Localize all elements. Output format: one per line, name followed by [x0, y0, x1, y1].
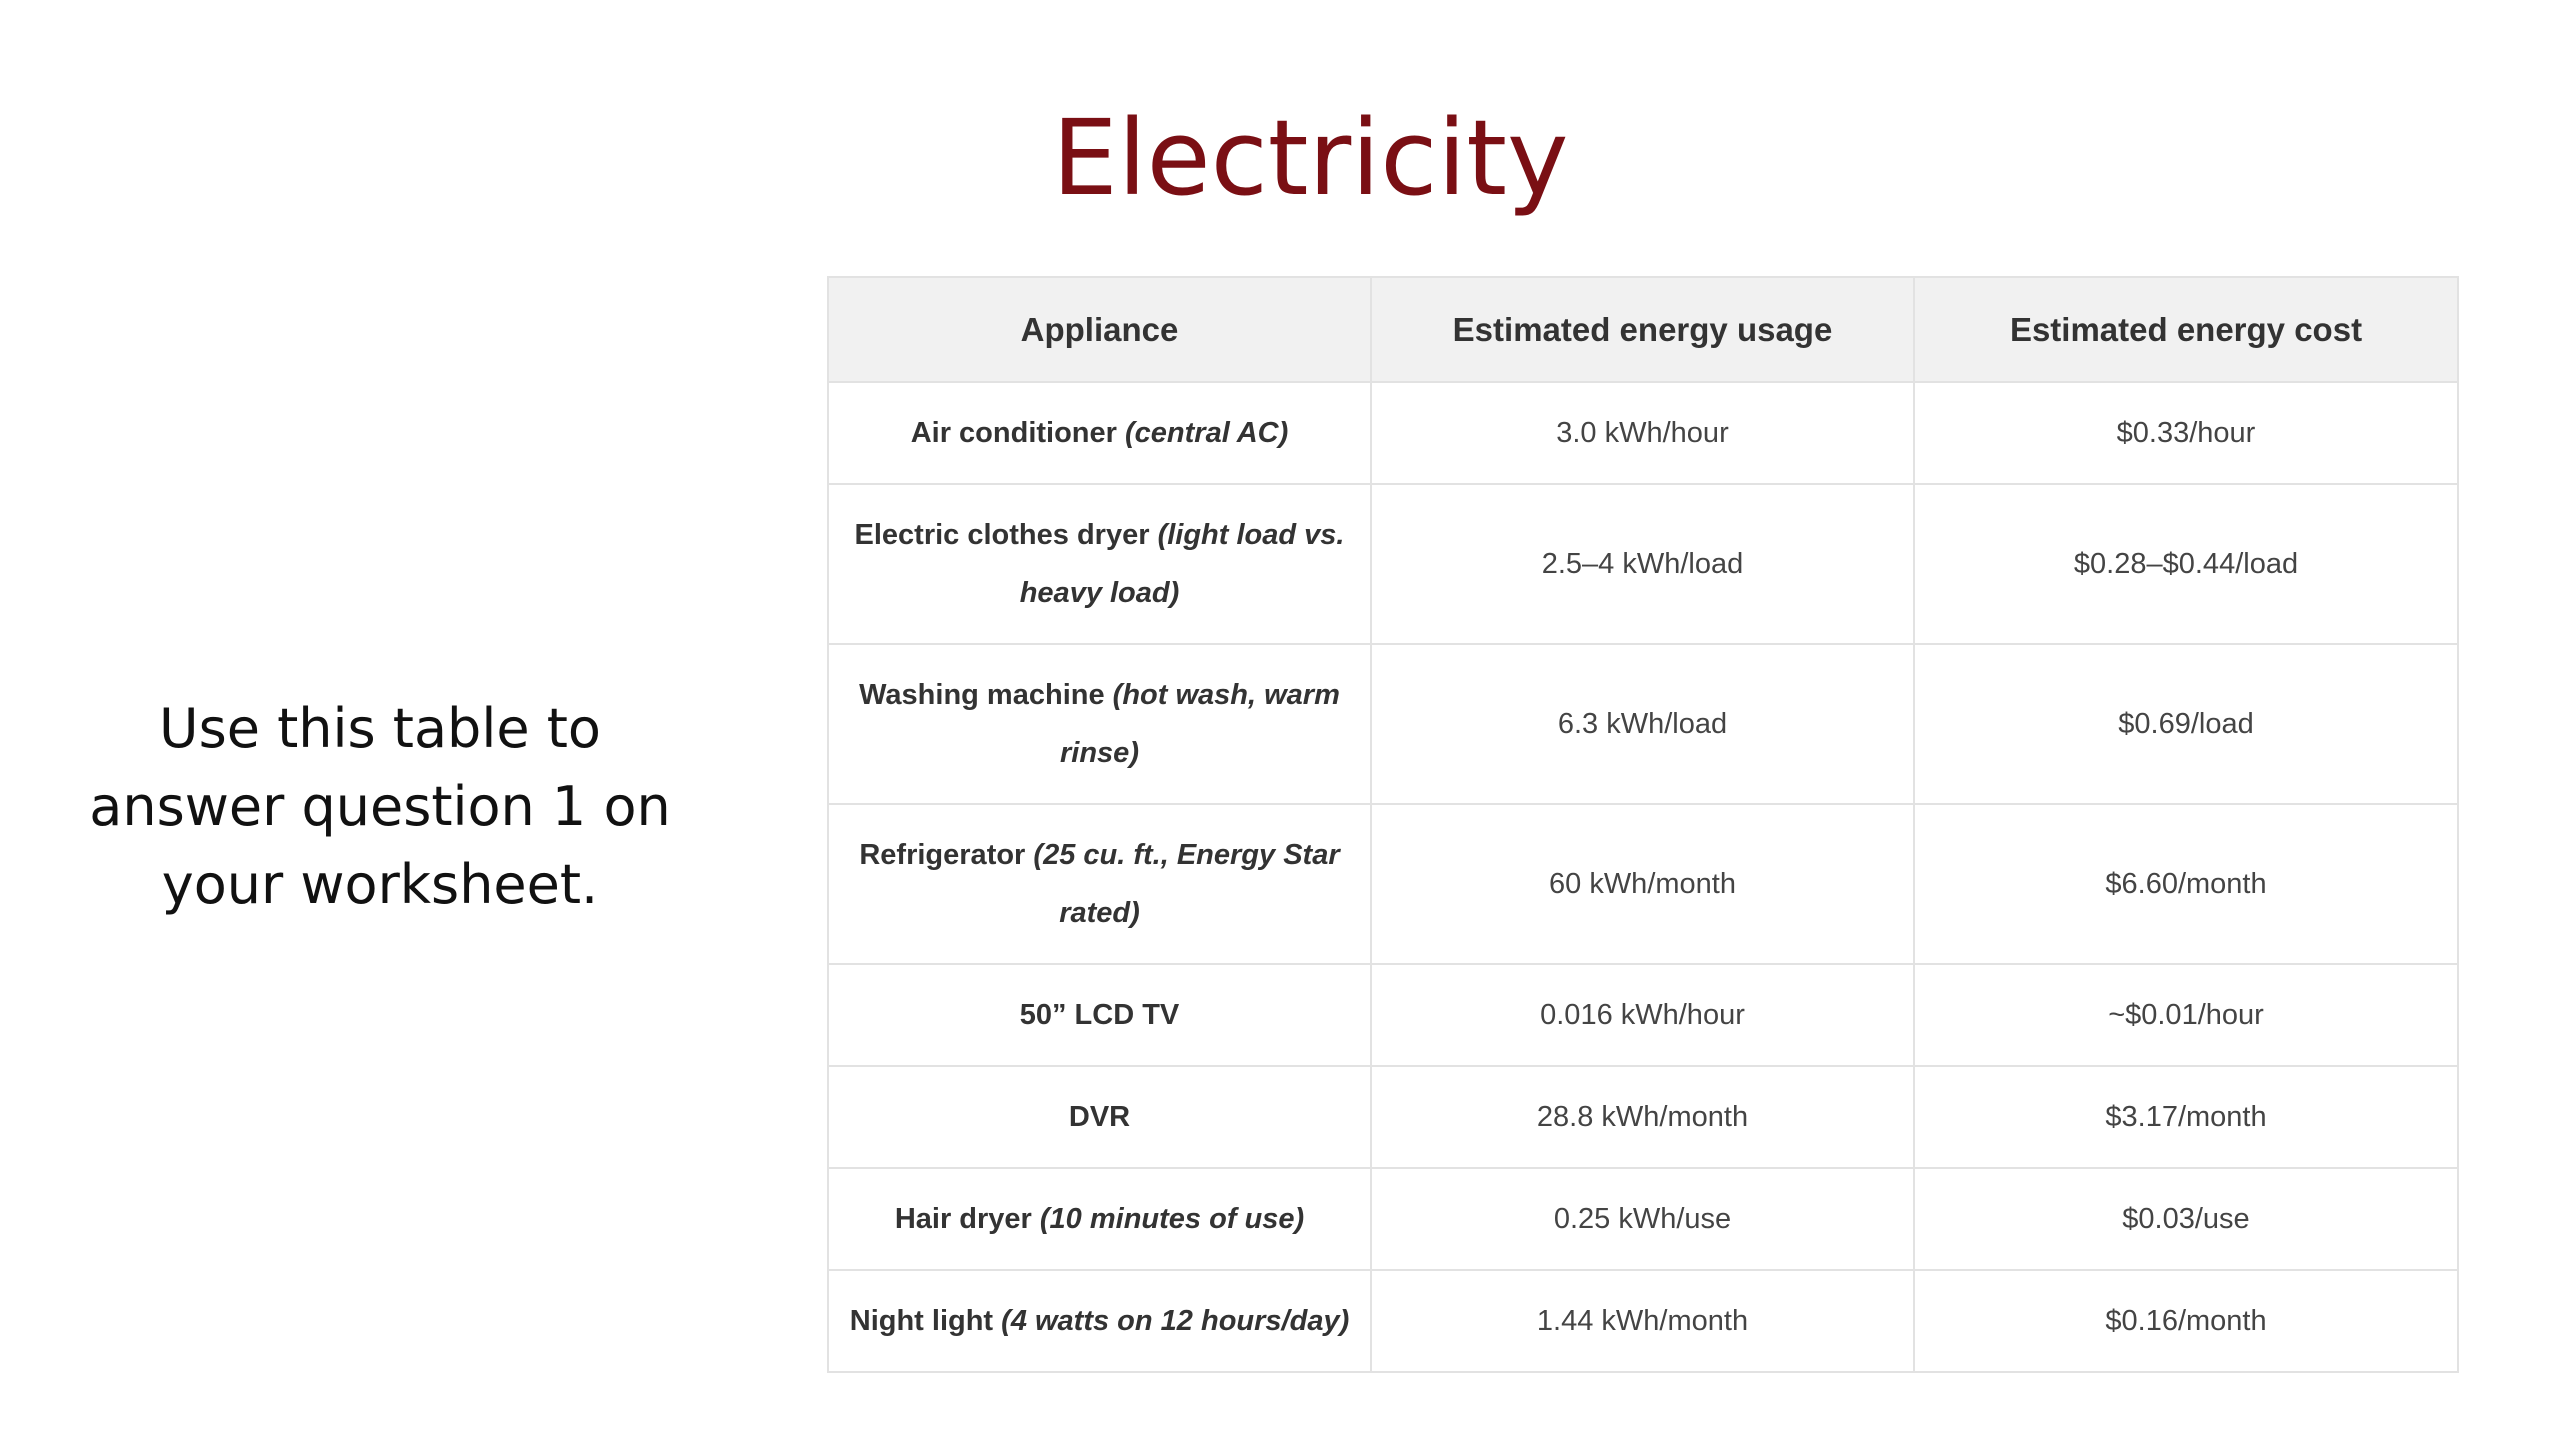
appliance-name: Hair dryer: [894, 1203, 1032, 1235]
header-energy-cost: Estimated energy cost: [1914, 277, 2458, 382]
appliance-cell: [828, 1270, 1371, 1372]
energy-table: [827, 276, 2459, 1373]
cost-cell: $0.28–$0.44/load: [1914, 484, 2458, 644]
table-row: [828, 382, 2458, 484]
appliance-detail: (4 watts on 12 hours/day): [1001, 1305, 1350, 1337]
usage-cell: 2.5–4 kWh/load: [1371, 484, 1914, 644]
table-row: [828, 1270, 2458, 1372]
appliance-name: 50” LCD TV: [1019, 999, 1180, 1031]
usage-cell: 0.25 kWh/use: [1371, 1168, 1914, 1270]
slide-title: Electricity: [1052, 97, 1569, 219]
appliance-detail: (hot wash, warm rinse): [1060, 679, 1340, 769]
cost-cell: $3.17/month: [1914, 1066, 2458, 1168]
usage-cell: 60 kWh/month: [1371, 804, 1914, 964]
cost-cell: $0.03/use: [1914, 1168, 2458, 1270]
table-row: [828, 1168, 2458, 1270]
appliance-name: Washing machine: [859, 679, 1105, 711]
appliance-name: DVR: [1068, 1101, 1131, 1133]
cost-cell: $0.33/hour: [1914, 382, 2458, 484]
appliance-cell: [828, 804, 1371, 964]
appliance-cell: [828, 644, 1371, 804]
usage-cell: 6.3 kWh/load: [1371, 644, 1914, 804]
instruction-text: Use this table to answer question 1 on your worksheet.: [89, 697, 671, 916]
usage-cell: 0.016 kWh/hour: [1371, 964, 1914, 1066]
usage-cell: 28.8 kWh/month: [1371, 1066, 1914, 1168]
cost-cell: $6.60/month: [1914, 804, 2458, 964]
usage-cell: 3.0 kWh/hour: [1371, 382, 1914, 484]
appliance-name: Electric clothes dryer: [854, 519, 1150, 551]
appliance-detail: (central AC): [1125, 417, 1289, 449]
appliance-cell: [828, 1066, 1371, 1168]
appliance-cell: [828, 964, 1371, 1066]
cost-cell: $0.16/month: [1914, 1270, 2458, 1372]
appliance-cell: [828, 382, 1371, 484]
appliance-cell: [828, 484, 1371, 644]
appliance-name: Air conditioner: [910, 417, 1117, 449]
appliance-detail: (25 cu. ft., Energy Star rated): [1033, 839, 1340, 929]
appliance-detail: (light load vs. heavy load): [1019, 519, 1345, 609]
cost-cell: $0.69/load: [1914, 644, 2458, 804]
cost-cell: ~$0.01/hour: [1914, 964, 2458, 1066]
table-row: [828, 964, 2458, 1066]
table-row: [828, 644, 2458, 804]
appliance-name: Refrigerator: [859, 839, 1026, 871]
table-row: [828, 1066, 2458, 1168]
table-row: [828, 804, 2458, 964]
slide-title-area: [0, 88, 2560, 228]
appliance-name: Night light: [849, 1305, 994, 1337]
table-row: [828, 484, 2458, 644]
header-energy-usage: Estimated energy usage: [1371, 277, 1914, 382]
usage-cell: 1.44 kWh/month: [1371, 1270, 1914, 1372]
table-header-row: [828, 277, 2458, 382]
header-appliance: Appliance: [828, 277, 1371, 382]
appliance-detail: (10 minutes of use): [1039, 1203, 1305, 1235]
appliance-cell: [828, 1168, 1371, 1270]
